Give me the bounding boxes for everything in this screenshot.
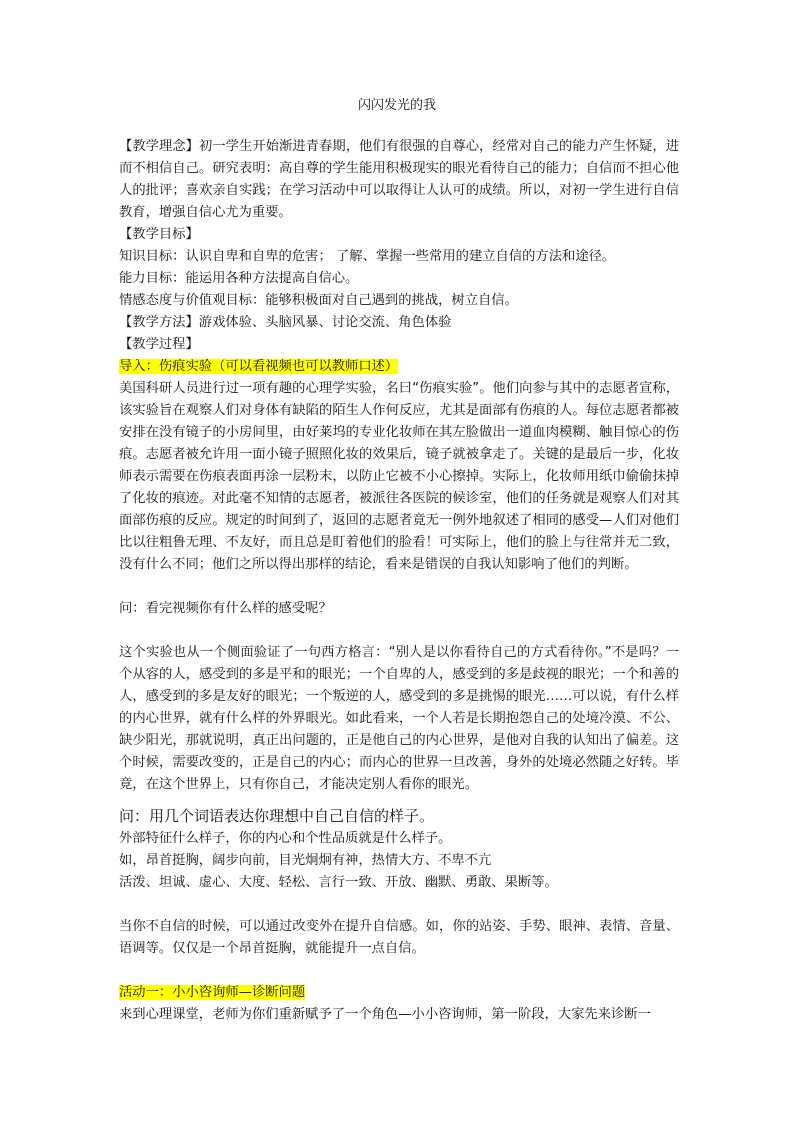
spacer <box>119 960 679 982</box>
intro-paragraph: 美国科研人员进行过一项有趣的心理学实验，名曰“伤痕实验”。他们向参与其中的志愿者宣称，该实验旨在观察人们对身体有缺陷的陌生人作何反应，尤其是面部有伤痕的人。每位志愿者都被安排在没有镜子的小房间里，由好莱坞的专业化妆师在其左脸做出一道血肉模糊、触目惊心的伤痕。志愿者被允许用一面小镜子照照化妆的效果后，镜子就被拿走了。关键的是最后一步，化妆师表示需要在伤痕表面再涂一层粉末，以防止它被不小心擦掉。实际上，化妆师用纸巾偷偷抹掉了化妆的痕迹。对此毫不知情的志愿者，被派往各医院的候诊室，他们的任务就是观察人们对其面部伤痕的反应。规定的时间到了，返回的志愿者竟无一例外地叙述了相同的感受—人们对他们比以往粗鲁无理、不友好，而且总是盯着他们的脸看！可实际上，他们的脸上与往常并无二致，没有什么不同；他们之所以得出那样的结论，看来是错误的自我认知影响了他们的判断。 <box>119 381 679 572</box>
document-body <box>119 136 679 1026</box>
example-line-two: 活泼、坦诚、虚心、大度、轻松、言行一致、开放、幽默、勇敢、果断等。 <box>119 875 558 890</box>
intro-heading-line <box>119 356 679 378</box>
intro-heading: 导入：伤痕实验（可以看视频也可以教师口述） <box>119 359 399 374</box>
teaching-philosophy-label: 【教学理念】 <box>119 139 200 154</box>
teaching-goals-heading: 【教学目标】 <box>119 227 199 242</box>
emotion-goal: 情感态度与价值观目标：能够积极面对自己遇到的挑战，树立自信。 <box>119 293 518 308</box>
activity-one-heading-line <box>119 982 679 1004</box>
confidence-paragraph: 当你不自信的时候，可以通过改变外在提升自信感。如，你的站姿、手势、眼神、表情、音量、语调等。仅仅是一个昂首挺胸，就能提升一点自信。 <box>119 919 679 956</box>
knowledge-goal: 知识目标：认识自卑和自卑的危害； 了解、掌握一些常用的建立自信的方法和途径。 <box>119 249 616 264</box>
teaching-methods-text: 游戏体验、头脑风暴、讨论交流、角色体验 <box>198 315 452 330</box>
activity-one-heading: 活动一：小小咨询师—诊断问题 <box>119 985 306 1000</box>
teaching-methods-label: 【教学方法】 <box>119 315 199 330</box>
document-title: 闪闪发光的我 <box>357 98 436 113</box>
explanation-paragraph: 这个实验也从一个侧面验证了一句西方格言：“别人是以你看待自己的方式看待你。”不是吗？一个从容的人，感受到的多是平和的眼光；一个自卑的人，感受到的多是歧视的眼光；一个和善的人，感受到的多是友好的眼光；一个叛逆的人，感受到的多是挑惕的眼光……可以说，有什么样的内心世界，就有什么样的外界眼光。如此看来，一个人若是长期抱怨自己的处境冷漠、不公、缺少阳光，那就说明，真正出问题的，正是他自己的内心世界，是他对自我的认知出了偏差。这个时候，需要改变的，正是自己的内心；而内心的世界一旦改善，身外的处境必然随之好转。毕竟，在这个世界上，只有你自己，才能决定别人看你的眼光。 <box>119 645 679 792</box>
spacer <box>119 796 679 804</box>
activity-one-paragraph: 来到心理课堂，老师为你们重新赋予了一个角色—小小咨询师，第一阶段，大家先来诊断一 <box>119 1007 651 1022</box>
spacer <box>119 894 679 916</box>
question-one: 问：看完视频你有什么样的感受呢？ <box>119 601 332 616</box>
outward-paragraph: 外部特征什么样子，你的内心和个性品质就是什么样子。 <box>119 831 452 846</box>
question-two: 问：用几个词语表达你理想中自己自信的样子。 <box>119 807 435 825</box>
example-line-one: 如，昂首挺胸，阔步向前，目光炯炯有神，热情大方、不卑不亢 <box>119 853 492 868</box>
ability-goal: 能力目标：能运用各种方法提高自信心。 <box>119 271 359 286</box>
spacer <box>119 576 679 598</box>
teaching-philosophy-paragraph <box>119 136 679 224</box>
teaching-process-heading: 【教学过程】 <box>119 337 199 352</box>
teaching-methods-paragraph <box>119 312 679 334</box>
teaching-philosophy-text: 初一学生开始渐进青春期，他们有很强的自尊心，经常对自己的能力产生怀疑，进而不相信自己。研究表明：高自尊的学生能用积极现实的眼光看待自己的能力；自信而不担心他人的批评；喜欢亲自实践；在学习活动中可以取得让人认可的成绩。所以，对初一学生进行自信教育，增强自信心尤为重要。 <box>119 139 680 220</box>
spacer <box>119 620 679 642</box>
